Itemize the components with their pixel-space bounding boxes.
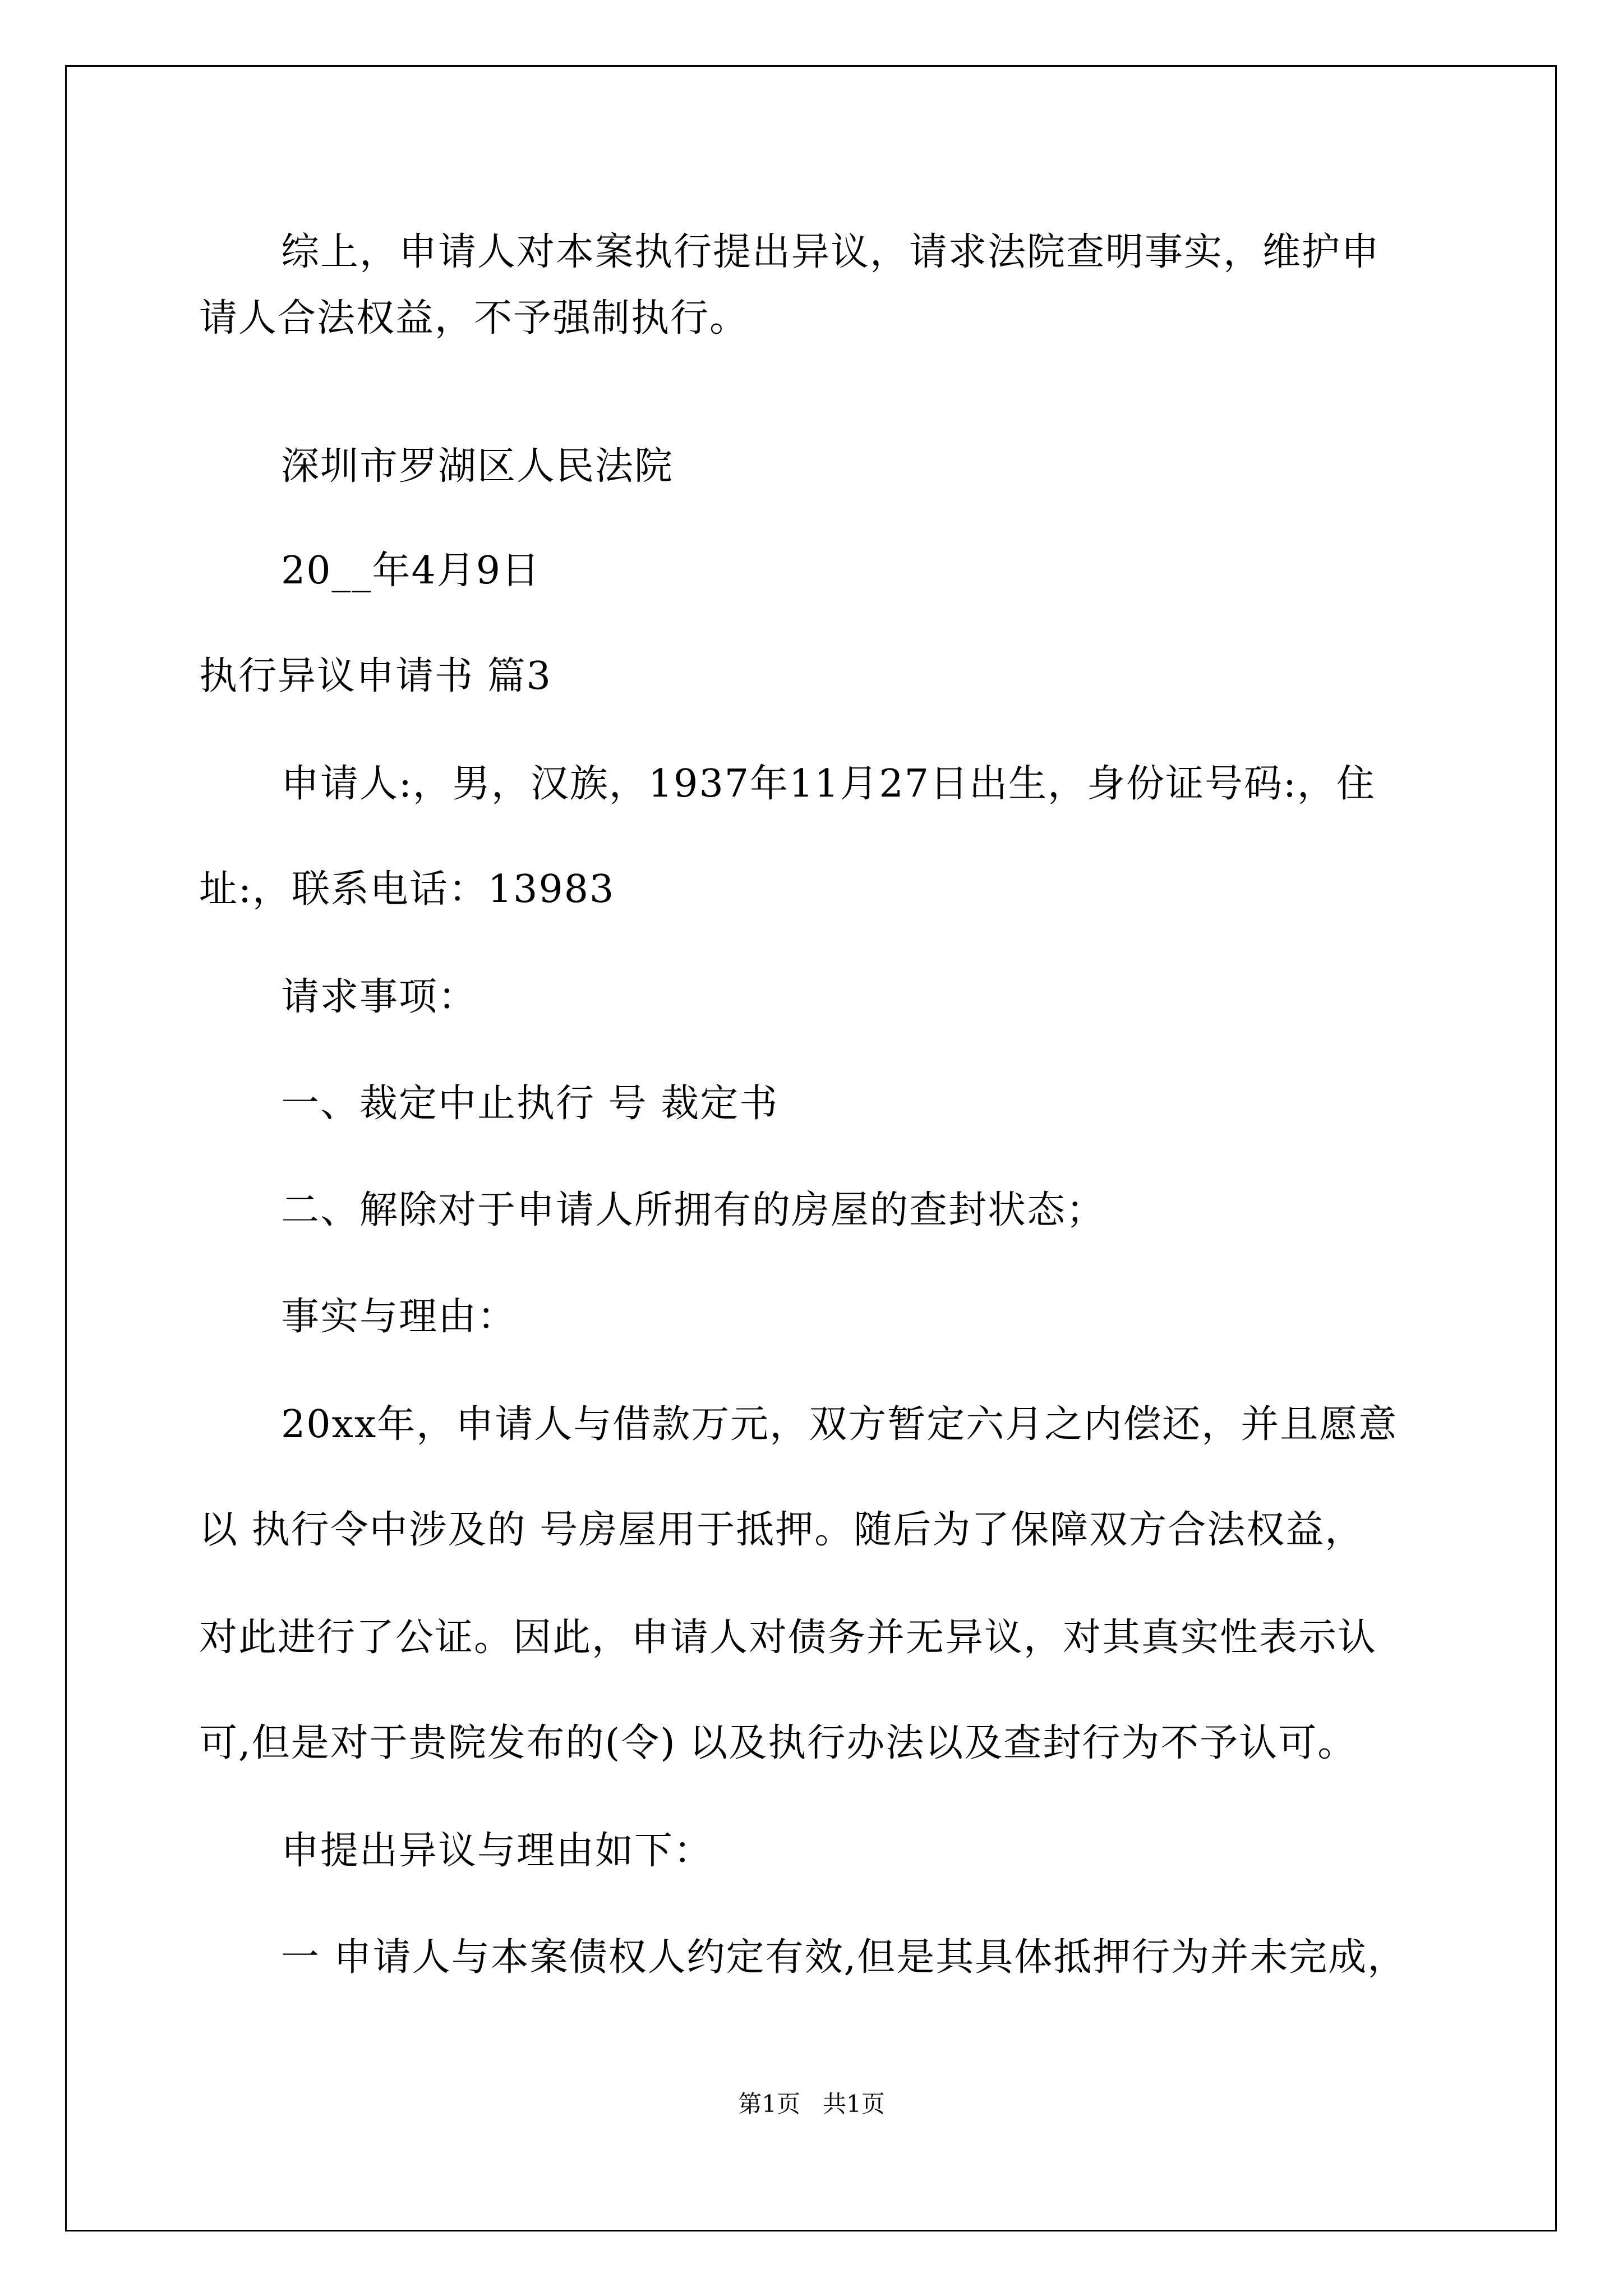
paragraph-line: 综上，申请人对本案执行提出异议，请求法院查明事实，维护申 xyxy=(281,230,1381,274)
paragraph-line: 以 执行令中涉及的 号房屋用于抵押。随后为了保障双方合法权益， xyxy=(199,1508,1364,1552)
paragraph-line: 可,但是对于贵院发布的(令) 以及执行办法以及查封行为不予认可。 xyxy=(199,1721,1357,1765)
subheading: 事实与理由： xyxy=(281,1295,517,1339)
paragraph-line: 申提出异议与理由如下： xyxy=(281,1829,713,1873)
list-item: 一、裁定中止执行 号 裁定书 xyxy=(281,1082,779,1126)
section-heading: 执行异议申请书 篇3 xyxy=(199,654,552,698)
list-item: 二、解除对于申请人所拥有的房屋的查封状态； xyxy=(281,1188,1106,1232)
page-footer: 第1页 共1页 xyxy=(738,2090,885,2118)
subheading: 请求事项： xyxy=(281,975,478,1019)
court-name: 深圳市罗湖区人民法院 xyxy=(281,444,674,489)
date-line: 20__年4月9日 xyxy=(281,549,541,593)
paragraph-line: 20xx年，申请人与借款万元，双方暂定六月之内偿还，并且愿意 xyxy=(281,1402,1398,1447)
paragraph-line: 对此进行了公证。因此，申请人对债务并无异议，对其真实性表示认 xyxy=(199,1616,1377,1660)
paragraph-line: 申请人:，男，汉族，1937年11月27日出生，身份证号码:，住 xyxy=(281,762,1376,806)
paragraph-line: 请人合法权益，不予强制执行。 xyxy=(199,296,749,341)
page-border xyxy=(65,65,1557,2231)
paragraph-line: 一 申请人与本案债权人约定有效,但是其具体抵押行为并未完成， xyxy=(281,1935,1407,1980)
paragraph-line: 址:，联系电话：13983 xyxy=(199,867,615,912)
